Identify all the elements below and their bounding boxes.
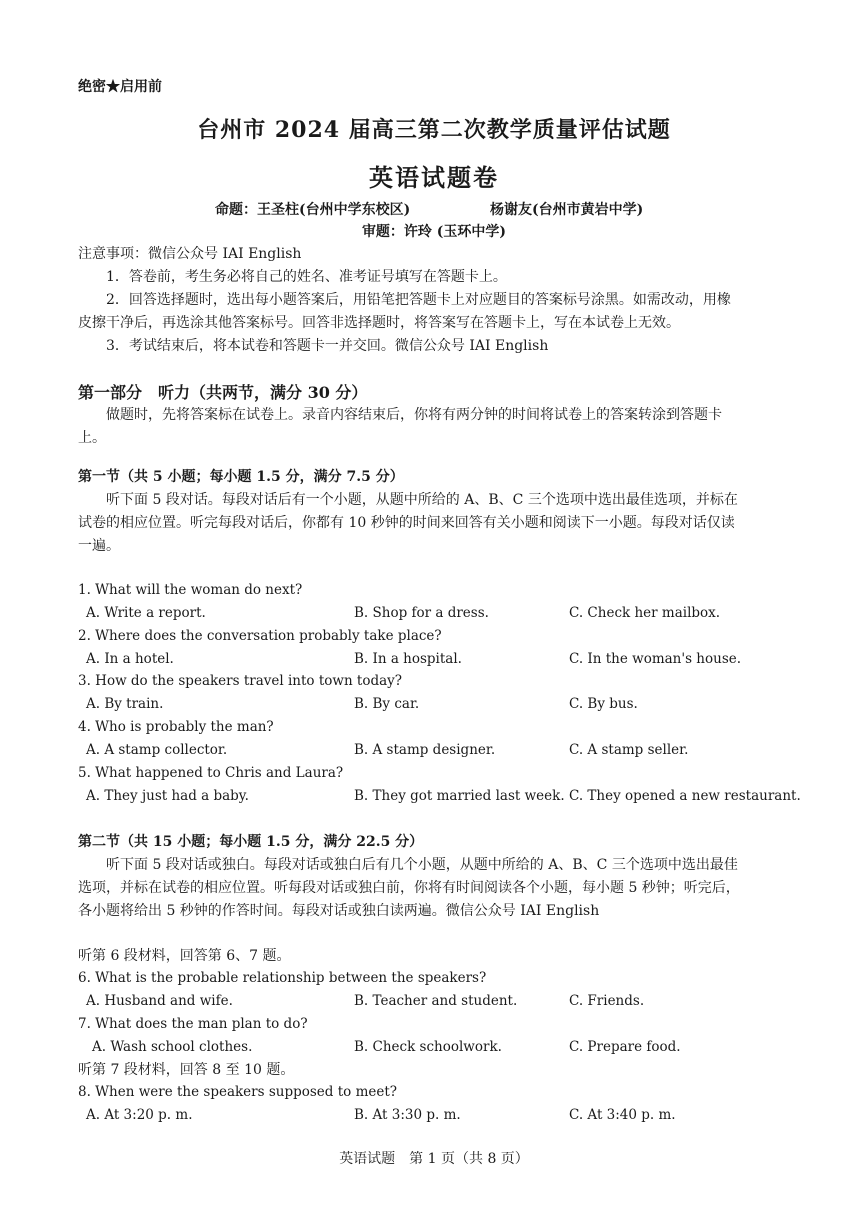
author-1: 命题：王圣柱(台州中学东校区) xyxy=(215,202,411,218)
part1-intro-line1: 做题时，先将答案标在试卷上。录音内容结束后，你将有两分钟的时间将试卷上的答案转涂到答题卡 xyxy=(106,407,722,423)
notes-heading: 注意事项：微信公众号 IAI English xyxy=(78,246,302,262)
question-2-option-a: A. In a hotel. xyxy=(86,651,174,667)
question-5: 5. What happened to Chris and Laura? xyxy=(78,765,344,781)
page-footer: 英语试题 第 1 页（共 8 页） xyxy=(339,1151,529,1167)
notes-item-2-line1: 2．回答选择题时，选出每小题答案后，用铅笔把答题卡上对应题目的答案标号涂黑。如需改动，用橡 xyxy=(106,292,731,308)
question-6-option-b: B. Teacher and student. xyxy=(354,993,518,1009)
question-1-option-a: A. Write a report. xyxy=(86,605,206,621)
question-6: 6. What is the probable relationship between the speakers? xyxy=(78,970,487,986)
question-1: 1. What will the woman do next? xyxy=(78,582,303,598)
question-3-option-a: A. By train. xyxy=(86,696,164,712)
question-3: 3. How do the speakers travel into town today? xyxy=(78,673,403,689)
question-7-option-b: B. Check schoolwork. xyxy=(354,1039,502,1055)
part1-intro-line2: 上。 xyxy=(78,430,106,446)
author-2: 杨谢友(台州市黄岩中学) xyxy=(490,202,644,218)
question-1-option-b: B. Shop for a dress. xyxy=(354,605,489,621)
notes-item-3: 3．考试结束后，将本试卷和答题卡一并交回。微信公众号 IAI English xyxy=(106,338,549,354)
question-8-option-b: B. At 3:30 p. m. xyxy=(354,1107,461,1123)
section1-intro-line1: 听下面 5 段对话。每段对话后有一个小题，从题中所给的 A、B、C 三个选项中选出最佳选项，并标在 xyxy=(106,492,738,508)
section1-intro-line3: 一遍。 xyxy=(78,538,120,554)
section2-intro-line2: 选项，并标在试卷的相应位置。听每段对话或独白前，你将有时间阅读各个小题，每小题 5 秒钟；听完后， xyxy=(78,880,740,896)
section2-heading: 第二节（共 15 小题；每小题 1.5 分，满分 22.5 分） xyxy=(78,834,424,850)
question-8-option-a: A. At 3:20 p. m. xyxy=(86,1107,193,1123)
section2-intro-line1: 听下面 5 段对话或独白。每段对话或独白后有几个小题，从题中所给的 A、B、C 三个选项中选出最佳 xyxy=(106,857,738,873)
question-4: 4. Who is probably the man? xyxy=(78,719,274,735)
notes-item-2-line2: 皮擦干净后，再选涂其他答案标号。回答非选择题时，将答案写在答题卡上，写在本试卷上无效。 xyxy=(78,315,680,331)
question-2-option-b: B. In a hospital. xyxy=(354,651,462,667)
question-8-option-c: C. At 3:40 p. m. xyxy=(569,1107,676,1123)
question-5-option-a: A. They just had a baby. xyxy=(86,788,249,804)
question-3-option-c: C. By bus. xyxy=(569,696,638,712)
question-7-option-a: A. Wash school clothes. xyxy=(92,1039,253,1055)
confidential-label: 绝密★启用前 xyxy=(78,79,162,95)
section2-intro-line3: 各小题将给出 5 秒钟的作答时间。每段对话或独白读两遍。微信公众号 IAI English xyxy=(78,903,600,919)
question-4-option-b: B. A stamp designer. xyxy=(354,742,496,758)
question-4-option-c: C. A stamp seller. xyxy=(569,742,689,758)
question-7: 7. What does the man plan to do? xyxy=(78,1016,308,1032)
material-6-instruction: 听第 6 段材料，回答第 6、7 题。 xyxy=(78,948,291,964)
question-2-option-c: C. In the woman's house. xyxy=(569,651,742,667)
question-6-option-c: C. Friends. xyxy=(569,993,645,1009)
question-1-option-c: C. Check her mailbox. xyxy=(569,605,721,621)
question-6-option-a: A. Husband and wife. xyxy=(86,993,233,1009)
question-2: 2. Where does the conversation probably take place? xyxy=(78,628,442,644)
material-7-instruction: 听第 7 段材料，回答 8 至 10 题。 xyxy=(78,1062,295,1078)
exam-title: 台州市 2024 届高三第二次教学质量评估试题 xyxy=(197,117,671,143)
question-8: 8. When were the speakers supposed to meet? xyxy=(78,1084,398,1100)
section1-heading: 第一节（共 5 小题；每小题 1.5 分，满分 7.5 分） xyxy=(78,469,404,485)
question-4-option-a: A. A stamp collector. xyxy=(86,742,228,758)
exam-subtitle: 英语试题卷 xyxy=(369,163,499,192)
question-3-option-b: B. By car. xyxy=(354,696,420,712)
question-5-option-c: C. They opened a new restaurant. xyxy=(569,788,801,804)
question-5-option-b: B. They got married last week. xyxy=(354,788,565,804)
notes-item-1: 1．答卷前，考生务必将自己的姓名、准考证号填写在答题卡上。 xyxy=(106,269,507,285)
reviewer: 审题：许玲 (玉环中学) xyxy=(361,224,507,240)
section1-intro-line2: 试卷的相应位置。听完每段对话后，你都有 10 秒钟的时间来回答有关小题和阅读下一小题。每段对话仅读 xyxy=(78,515,735,531)
part1-heading: 第一部分 听力（共两节，满分 30 分） xyxy=(78,383,368,402)
question-7-option-c: C. Prepare food. xyxy=(569,1039,681,1055)
